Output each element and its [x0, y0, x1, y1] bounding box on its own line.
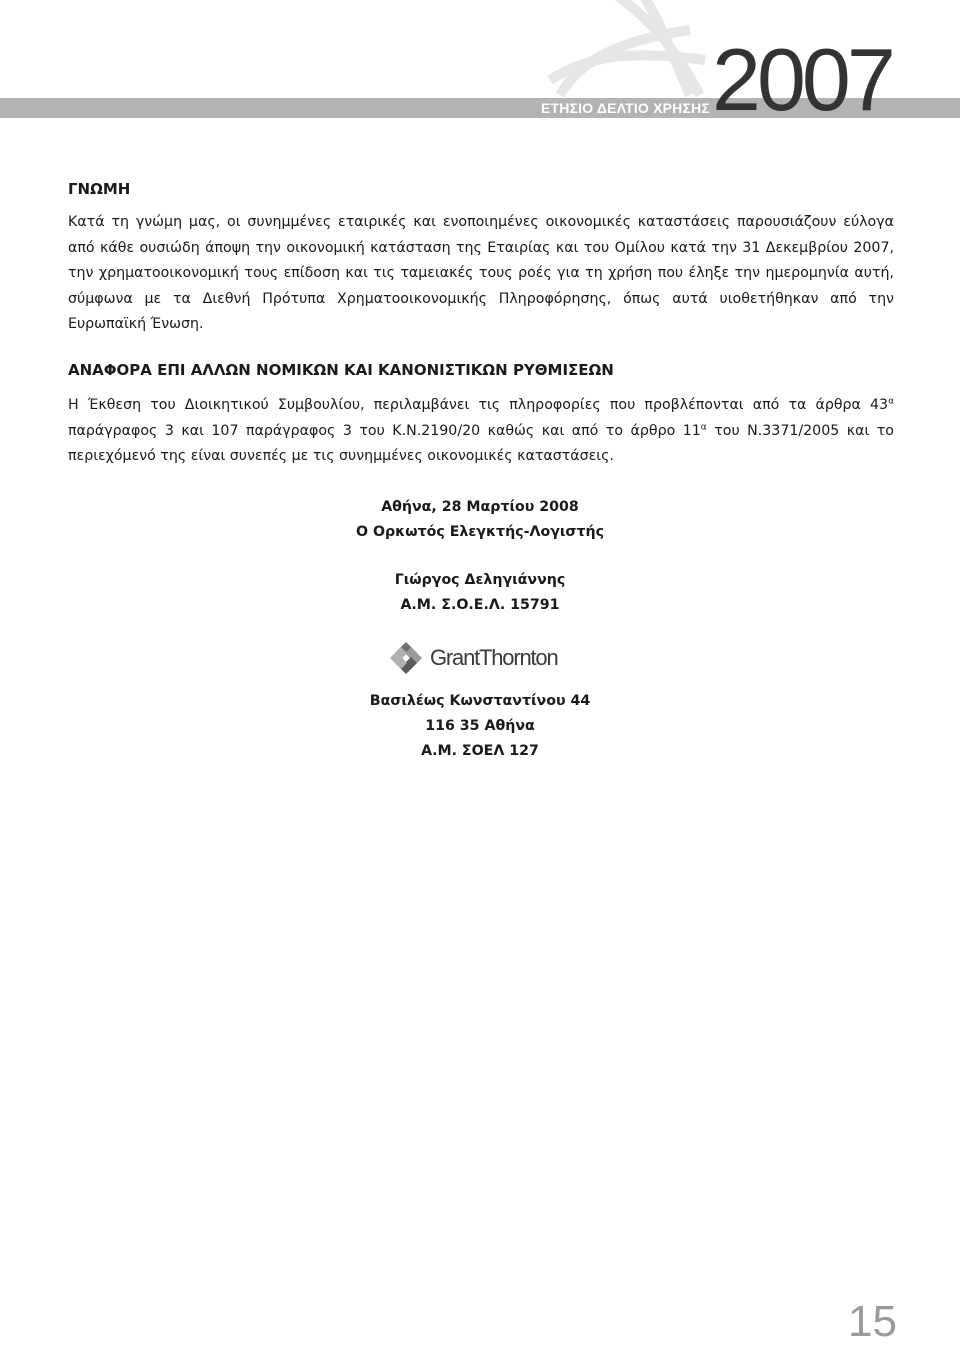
page-number: 15 — [848, 1297, 897, 1346]
firm-address-city: 116 35 Αθήνα — [425, 718, 535, 734]
decorative-swirl-graphic — [540, 0, 710, 100]
firm-logo — [388, 640, 568, 676]
main-content — [68, 178, 894, 470]
signature-role: Ο Ορκωτός Ελεγκτής-Λογιστής — [355, 524, 605, 540]
firm-address-block — [0, 689, 960, 764]
signer-block — [0, 568, 960, 618]
signer-registration: Α.Μ. Σ.Ο.Ε.Λ. 15791 — [400, 597, 560, 613]
grant-thornton-logo-icon — [388, 640, 424, 676]
header-year: 2007 — [712, 30, 892, 129]
opinion-heading: ΓΝΩΜΗ — [68, 180, 131, 198]
signature-place-date: Αθήνα, 28 Μαρτίου 2008 — [381, 499, 579, 515]
report-text-part3: του Ν.3371/2005 και το περιεχόμενό της είναι συνεπές με τις συνημμένες οικονομικές καταστάσεις. — [68, 422, 894, 465]
firm-address-street: Βασιλέως Κωνσταντίνου 44 — [369, 693, 591, 709]
report-superscript-2: α — [700, 421, 707, 432]
signature-block — [0, 495, 960, 545]
report-text-part1: Η Έκθεση του Διοικητικού Συμβουλίου, περιλαμβάνει τις πληροφορίες που προβλέπονται από τα άρθρα 43 — [68, 396, 889, 413]
report-text-part2: παράγραφος 3 και 107 παράγραφος 3 του Κ.Ν.2190/20 καθώς και από το άρθρο 11 — [68, 422, 701, 439]
firm-registration: Α.Μ. ΣΟΕΛ 127 — [421, 743, 539, 759]
header-label: ΕΤΗΣΙΟ ΔΕΛΤΙΟ ΧΡΗΣΗΣ — [540, 100, 710, 116]
signer-name: Γιώργος Δεληγιάννης — [394, 572, 566, 588]
firm-logo-text: GrantThornton — [430, 645, 558, 670]
report-superscript-1: α — [888, 396, 894, 407]
opinion-paragraph: Κατά τη γνώμη μας, οι συνημμένες εταιρικές και ενοποιημένες οικονομικές καταστάσεις παρουσιάζουν εύλογα από κάθε ουσιώδη άποψη την οικονομική κατάσταση της Εταιρίας και του Ομίλου κατά την 31 Δεκεμβρίου 2007, την χρηματοοικονομική τους επίδοση και τις ταμειακές τους ροές για τη χρήση που έληξε την ημερομηνία αυτή, σύμφωνα με τα Διεθνή Πρότυπα Χρηματοοικονομικής Πληροφόρησης, όπως αυτά υιοθετήθηκαν από την Ευρωπαϊκή Ένωση. — [68, 214, 894, 333]
report-heading: ΑΝΑΦΟΡΑ ΕΠΙ ΑΛΛΩΝ ΝΟΜΙΚΩΝ ΚΑΙ ΚΑΝΟΝΙΣΤΙΚΩΝ ΡΥΘΜΙΣΕΩΝ — [68, 360, 614, 379]
report-paragraph — [68, 393, 894, 470]
